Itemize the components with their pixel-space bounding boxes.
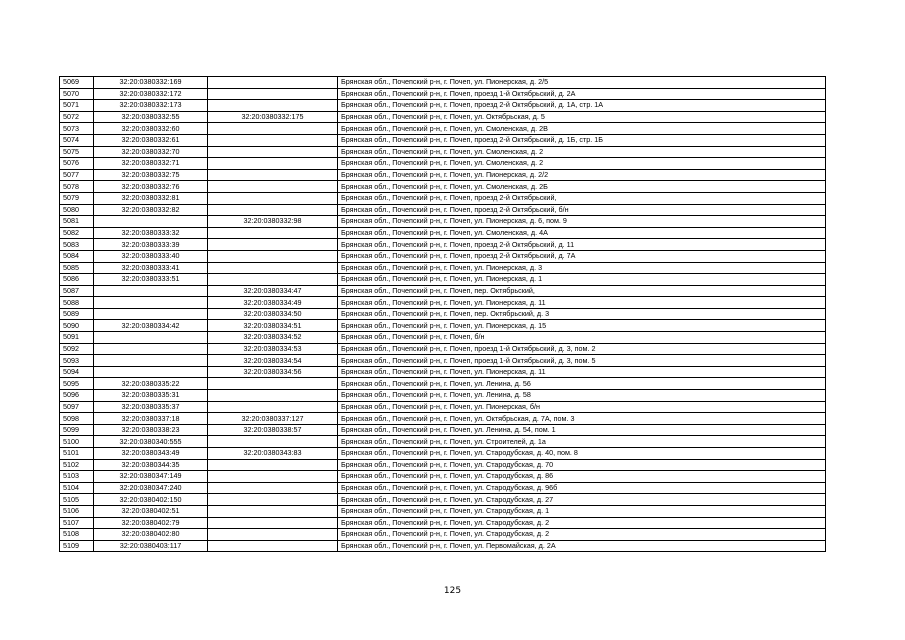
table-row [60,424,826,436]
premises-cadastral-number-cell [208,146,338,158]
cadastral-number-cell: 32:20:0380333:32 [94,227,208,239]
address-cell: Брянская обл., Почепский р-н, г. Почеп, ул. Пионерская, д. 15 [338,320,826,332]
table-row [60,123,826,135]
row-number-cell: 5091 [60,332,94,344]
address-cell: Брянская обл., Почепский р-н, г. Почеп, пер. Октябрьский, [338,285,826,297]
row-number-cell: 5083 [60,239,94,251]
table-row [60,390,826,402]
cadastral-number-cell: 32:20:0380333:40 [94,250,208,262]
premises-cadastral-number-cell [208,192,338,204]
cadastral-number-cell: 32:20:0380333:51 [94,274,208,286]
address-cell: Брянская обл., Почепский р-н, г. Почеп, ул. Стародубская, д. 27 [338,494,826,506]
cadastral-number-cell: 32:20:0380403:117 [94,540,208,552]
premises-cadastral-number-cell [208,227,338,239]
table-row [60,239,826,251]
row-number-cell: 5074 [60,134,94,146]
table-row [60,134,826,146]
row-number-cell: 5097 [60,401,94,413]
address-cell: Брянская обл., Почепский р-н, г. Почеп, проезд 2-й Октябрьский, д. 1Б, стр. 1Б [338,134,826,146]
table-row [60,355,826,367]
premises-cadastral-number-cell [208,169,338,181]
cadastral-number-cell: 32:20:0380347:149 [94,471,208,483]
table-row [60,459,826,471]
cadastral-number-cell: 32:20:0380332:169 [94,77,208,89]
table-row [60,308,826,320]
table-row [60,77,826,89]
address-cell: Брянская обл., Почепский р-н, г. Почеп, ул. Смоленская, д. 2 [338,146,826,158]
table-row [60,436,826,448]
row-number-cell: 5095 [60,378,94,390]
premises-cadastral-number-cell [208,529,338,541]
address-cell: Брянская обл., Почепский р-н, г. Почеп, ул. Стародубская, д. 2 [338,529,826,541]
table-row [60,250,826,262]
cadastral-number-cell: 32:20:0380402:80 [94,529,208,541]
row-number-cell: 5101 [60,448,94,460]
row-number-cell: 5096 [60,390,94,402]
address-cell: Брянская обл., Почепский р-н, г. Почеп, ул. Пионерская, д. 3 [338,262,826,274]
premises-cadastral-number-cell [208,134,338,146]
address-cell: Брянская обл., Почепский р-н, г. Почеп, ул. Смоленская, д. 2Б [338,181,826,193]
cadastral-number-cell: 32:20:0380338:23 [94,424,208,436]
cadastral-number-cell: 32:20:0380332:55 [94,111,208,123]
row-number-cell: 5102 [60,459,94,471]
table-row [60,505,826,517]
address-cell: Брянская обл., Почепский р-н, г. Почеп, проезд 1-й Октябрьский, д. 3, пом. 5 [338,355,826,367]
address-cell: Брянская обл., Почепский р-н, г. Почеп, ул. Стародубская, д. 86 [338,471,826,483]
table-row [60,366,826,378]
premises-cadastral-number-cell [208,204,338,216]
address-cell: Брянская обл., Почепский р-н, г. Почеп, б/н [338,332,826,344]
address-cell: Брянская обл., Почепский р-н, г. Почеп, проезд 2-й Октябрьский, д. 1А, стр. 1А [338,100,826,112]
table-row [60,529,826,541]
address-cell: Брянская обл., Почепский р-н, г. Почеп, ул. Стародубская, д. 96б [338,482,826,494]
row-number-cell: 5081 [60,216,94,228]
cadastral-number-cell: 32:20:0380333:39 [94,239,208,251]
address-cell: Брянская обл., Почепский р-н, г. Почеп, ул. Октябрьская, д. 7А, пом. 3 [338,413,826,425]
row-number-cell: 5103 [60,471,94,483]
row-number-cell: 5077 [60,169,94,181]
table-row [60,517,826,529]
cadastral-number-cell: 32:20:0380334:42 [94,320,208,332]
address-cell: Брянская обл., Почепский р-н, г. Почеп, проезд 2-й Октябрьский, д. 11 [338,239,826,251]
address-cell: Брянская обл., Почепский р-н, г. Почеп, ул. Строителей, д. 1а [338,436,826,448]
cadastral-number-cell: 32:20:0380332:82 [94,204,208,216]
table-row [60,320,826,332]
row-number-cell: 5108 [60,529,94,541]
table-row [60,274,826,286]
row-number-cell: 5094 [60,366,94,378]
row-number-cell: 5092 [60,343,94,355]
premises-cadastral-number-cell [208,482,338,494]
premises-cadastral-number-cell: 32:20:0380332:98 [208,216,338,228]
address-cell: Брянская обл., Почепский р-н, г. Почеп, ул. Стародубская, д. 2 [338,517,826,529]
cadastral-register-table [59,76,826,552]
premises-cadastral-number-cell [208,401,338,413]
table-row [60,297,826,309]
premises-cadastral-number-cell [208,77,338,89]
cadastral-number-cell [94,297,208,309]
table-row [60,227,826,239]
address-cell: Брянская обл., Почепский р-н, г. Почеп, ул. Стародубская, д. 40, пом. 8 [338,448,826,460]
table-row [60,494,826,506]
address-cell: Брянская обл., Почепский р-н, г. Почеп, ул. Стародубская, д. 70 [338,459,826,471]
row-number-cell: 5104 [60,482,94,494]
cadastral-number-cell: 32:20:0380344:35 [94,459,208,471]
address-cell: Брянская обл., Почепский р-н, г. Почеп, проезд 2-й Октябрьский, д. 7А [338,250,826,262]
table-row [60,146,826,158]
premises-cadastral-number-cell [208,459,338,471]
table-row [60,401,826,413]
cadastral-number-cell: 32:20:0380337:18 [94,413,208,425]
row-number-cell: 5107 [60,517,94,529]
cadastral-number-cell: 32:20:0380402:51 [94,505,208,517]
table-body [60,77,826,552]
premises-cadastral-number-cell: 32:20:0380337:127 [208,413,338,425]
premises-cadastral-number-cell [208,88,338,100]
premises-cadastral-number-cell [208,100,338,112]
address-cell: Брянская обл., Почепский р-н, г. Почеп, ул. Смоленская, д. 2В [338,123,826,135]
address-cell: Брянская обл., Почепский р-н, г. Почеп, ул. Смоленская, д. 2 [338,158,826,170]
row-number-cell: 5071 [60,100,94,112]
table-row [60,111,826,123]
cadastral-number-cell [94,216,208,228]
table-row [60,332,826,344]
row-number-cell: 5088 [60,297,94,309]
cadastral-number-cell: 32:20:0380340:555 [94,436,208,448]
address-cell: Брянская обл., Почепский р-н, г. Почеп, пер. Октябрьский, д. 3 [338,308,826,320]
row-number-cell: 5079 [60,192,94,204]
row-number-cell: 5072 [60,111,94,123]
premises-cadastral-number-cell: 32:20:0380334:50 [208,308,338,320]
cadastral-number-cell: 32:20:0380332:81 [94,192,208,204]
premises-cadastral-number-cell [208,262,338,274]
address-cell: Брянская обл., Почепский р-н, г. Почеп, ул. Пионерская, д. 11 [338,297,826,309]
address-cell: Брянская обл., Почепский р-н, г. Почеп, ул. Пионерская, д. 2/5 [338,77,826,89]
address-cell: Брянская обл., Почепский р-н, г. Почеп, ул. Пионерская, д. 6, пом. 9 [338,216,826,228]
premises-cadastral-number-cell [208,158,338,170]
cadastral-number-cell: 32:20:0380402:150 [94,494,208,506]
address-cell: Брянская обл., Почепский р-н, г. Почеп, ул. Пионерская, б/н [338,401,826,413]
table-row [60,285,826,297]
table-row [60,471,826,483]
cadastral-number-cell: 32:20:0380335:22 [94,378,208,390]
row-number-cell: 5080 [60,204,94,216]
address-cell: Брянская обл., Почепский р-н, г. Почеп, ул. Ленина, д. 56 [338,378,826,390]
address-cell: Брянская обл., Почепский р-н, г. Почеп, проезд 1-й Октябрьский, д. 3, пом. 2 [338,343,826,355]
table-row [60,169,826,181]
cadastral-number-cell: 32:20:0380332:75 [94,169,208,181]
address-cell: Брянская обл., Почепский р-н, г. Почеп, ул. Пионерская, д. 2/2 [338,169,826,181]
address-cell: Брянская обл., Почепский р-н, г. Почеп, ул. Первомайская, д. 2А [338,540,826,552]
table-row [60,100,826,112]
premises-cadastral-number-cell [208,181,338,193]
cadastral-number-cell: 32:20:0380333:41 [94,262,208,274]
premises-cadastral-number-cell: 32:20:0380334:53 [208,343,338,355]
row-number-cell: 5082 [60,227,94,239]
table-row [60,448,826,460]
premises-cadastral-number-cell [208,494,338,506]
page-number: 125 [443,586,462,596]
row-number-cell: 5105 [60,494,94,506]
row-number-cell: 5076 [60,158,94,170]
table-row [60,413,826,425]
table-row [60,343,826,355]
cadastral-number-cell: 32:20:0380332:172 [94,88,208,100]
row-number-cell: 5075 [60,146,94,158]
table-row [60,192,826,204]
cadastral-number-cell [94,332,208,344]
premises-cadastral-number-cell: 32:20:0380338:57 [208,424,338,436]
premises-cadastral-number-cell: 32:20:0380334:54 [208,355,338,367]
premises-cadastral-number-cell [208,390,338,402]
table-row [60,204,826,216]
premises-cadastral-number-cell: 32:20:0380334:47 [208,285,338,297]
row-number-cell: 5093 [60,355,94,367]
cadastral-number-cell: 32:20:0380402:79 [94,517,208,529]
table-row [60,482,826,494]
row-number-cell: 5109 [60,540,94,552]
premises-cadastral-number-cell [208,239,338,251]
cadastral-number-cell: 32:20:0380332:70 [94,146,208,158]
address-cell: Брянская обл., Почепский р-н, г. Почеп, ул. Смоленская, д. 4А [338,227,826,239]
cadastral-number-cell: 32:20:0380335:37 [94,401,208,413]
table-row [60,378,826,390]
premises-cadastral-number-cell: 32:20:0380343:83 [208,448,338,460]
cadastral-number-cell: 32:20:0380332:71 [94,158,208,170]
row-number-cell: 5069 [60,77,94,89]
premises-cadastral-number-cell: 32:20:0380334:52 [208,332,338,344]
row-number-cell: 5078 [60,181,94,193]
cadastral-number-cell: 32:20:0380343:49 [94,448,208,460]
table-row [60,158,826,170]
premises-cadastral-number-cell [208,436,338,448]
premises-cadastral-number-cell [208,123,338,135]
table-row [60,181,826,193]
row-number-cell: 5086 [60,274,94,286]
row-number-cell: 5090 [60,320,94,332]
row-number-cell: 5098 [60,413,94,425]
row-number-cell: 5073 [60,123,94,135]
premises-cadastral-number-cell [208,471,338,483]
address-cell: Брянская обл., Почепский р-н, г. Почеп, ул. Пионерская, д. 11 [338,366,826,378]
table-row [60,262,826,274]
address-cell: Брянская обл., Почепский р-н, г. Почеп, ул. Ленина, д. 58 [338,390,826,402]
premises-cadastral-number-cell [208,505,338,517]
row-number-cell: 5070 [60,88,94,100]
address-cell: Брянская обл., Почепский р-н, г. Почеп, проезд 2-й Октябрьский, [338,192,826,204]
address-cell: Брянская обл., Почепский р-н, г. Почеп, ул. Стародубская, д. 1 [338,505,826,517]
cadastral-number-cell [94,343,208,355]
cadastral-number-cell [94,308,208,320]
row-number-cell: 5084 [60,250,94,262]
row-number-cell: 5087 [60,285,94,297]
row-number-cell: 5089 [60,308,94,320]
premises-cadastral-number-cell [208,274,338,286]
cadastral-number-cell: 32:20:0380332:173 [94,100,208,112]
table-row [60,216,826,228]
premises-cadastral-number-cell: 32:20:0380334:49 [208,297,338,309]
row-number-cell: 5099 [60,424,94,436]
premises-cadastral-number-cell: 32:20:0380334:56 [208,366,338,378]
cadastral-number-cell: 32:20:0380332:76 [94,181,208,193]
cadastral-number-cell: 32:20:0380332:60 [94,123,208,135]
address-cell: Брянская обл., Почепский р-н, г. Почеп, проезд 2-й Октябрьский, б/н [338,204,826,216]
table-row [60,540,826,552]
premises-cadastral-number-cell: 32:20:0380334:51 [208,320,338,332]
premises-cadastral-number-cell [208,540,338,552]
address-cell: Брянская обл., Почепский р-н, г. Почеп, ул. Октябрьская, д. 5 [338,111,826,123]
cadastral-number-cell: 32:20:0380347:240 [94,482,208,494]
premises-cadastral-number-cell [208,378,338,390]
address-cell: Брянская обл., Почепский р-н, г. Почеп, ул. Ленина, д. 54, пом. 1 [338,424,826,436]
address-cell: Брянская обл., Почепский р-н, г. Почеп, проезд 1-й Октябрьский, д. 2А [338,88,826,100]
cadastral-number-cell [94,285,208,297]
address-cell: Брянская обл., Почепский р-н, г. Почеп, ул. Пионерская, д. 1 [338,274,826,286]
table-row [60,88,826,100]
cadastral-number-cell: 32:20:0380335:31 [94,390,208,402]
cadastral-number-cell [94,366,208,378]
cadastral-number-cell [94,355,208,367]
premises-cadastral-number-cell [208,517,338,529]
cadastral-number-cell: 32:20:0380332:61 [94,134,208,146]
row-number-cell: 5085 [60,262,94,274]
row-number-cell: 5100 [60,436,94,448]
row-number-cell: 5106 [60,505,94,517]
premises-cadastral-number-cell: 32:20:0380332:175 [208,111,338,123]
premises-cadastral-number-cell [208,250,338,262]
